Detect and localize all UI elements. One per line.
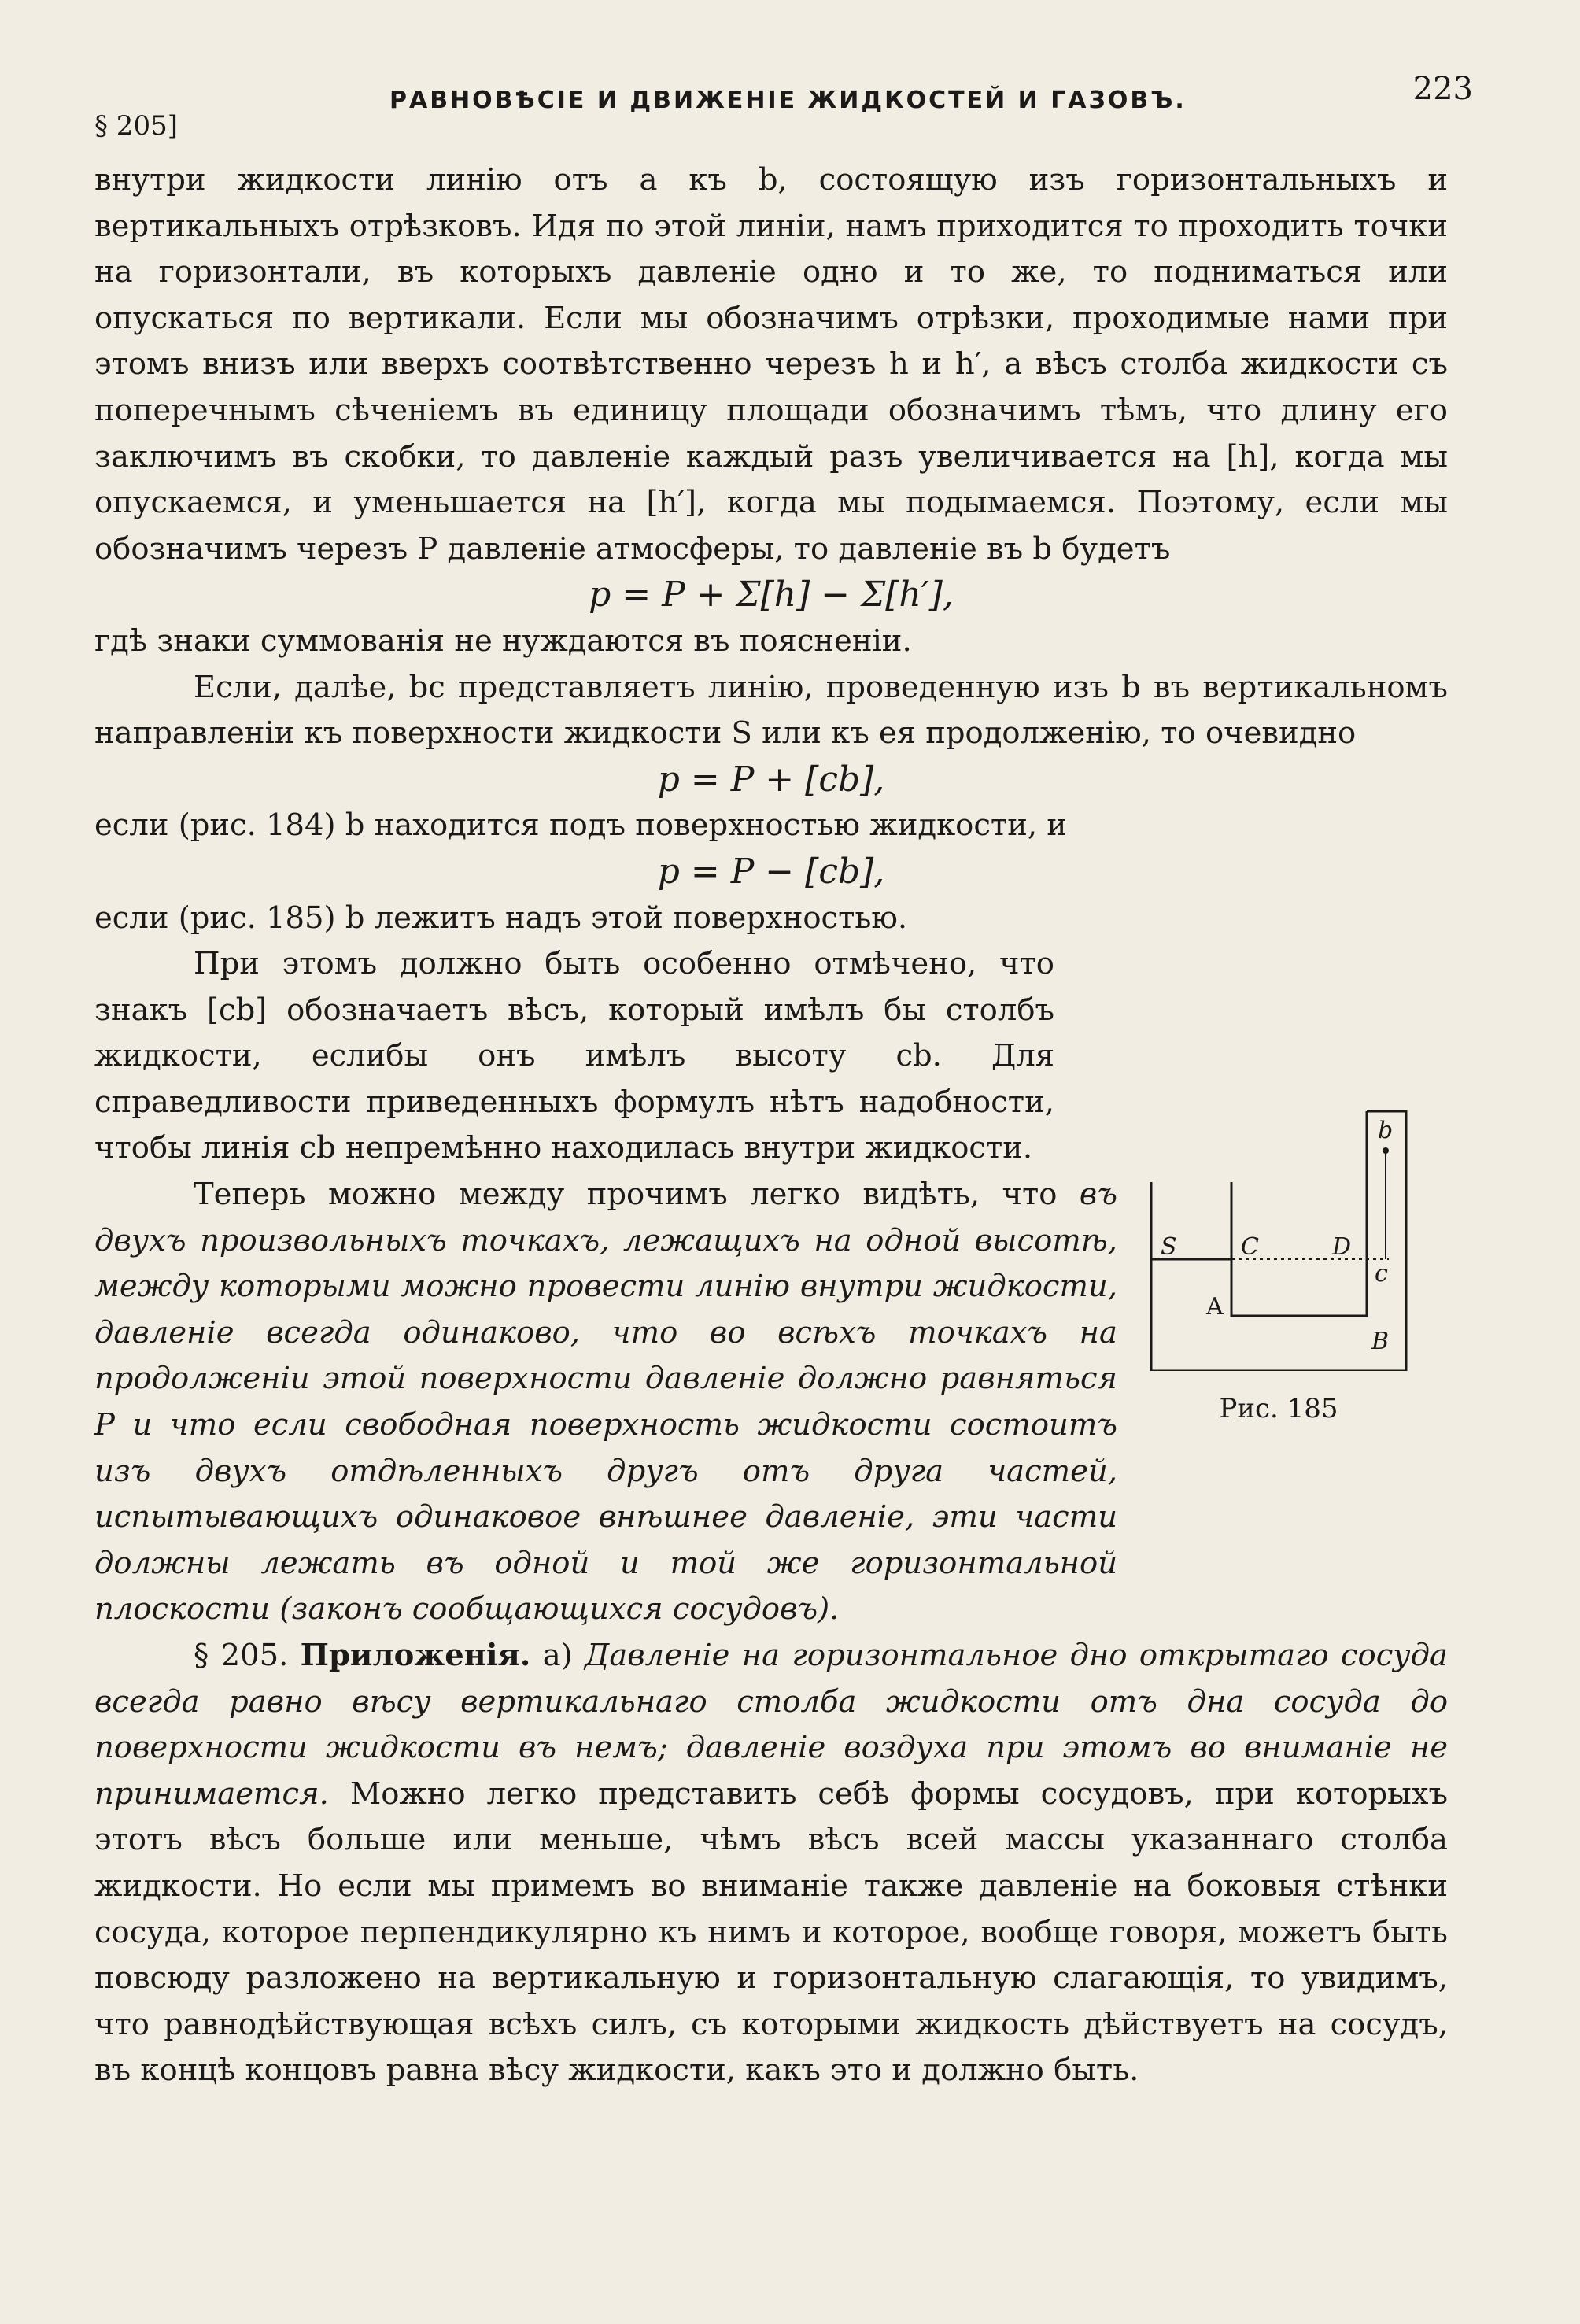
inner-vessel-outline (1231, 1111, 1367, 1316)
point-b-marker (1382, 1147, 1389, 1154)
paragraph-3: Если, далѣе, bc представляетъ линію, проведенную изъ b въ вертикальномъ направленіи къ поверхности жидкости S или къ ея продолженію, то очевидно (94, 669, 1448, 752)
paragraph-1: внутри жидкости линію отъ a къ b, состоящую изъ горизонтальныхъ и вертикальныхъ отрѣзковъ. Идя по этой линіи, намъ приходится то проходить точки на горизонтали, въ которыхъ давленіе одно и то же, то подниматься или опускаться по вертикали. Если мы обозначимъ отрѣзки, проходимые нами при этомъ внизъ или вверхъ соотвѣтственно черезъ h и h′, а вѣсъ столба жидкости съ поперечнымъ сѣченіемъ въ единицу площади обозначимъ тѣмъ, что длину его заключимъ въ скобки, то давленіе каждый разъ увеличивается на [h], когда мы опускаемся, и уменьшается на [h′], когда мы подымаемся. Поэтому, если мы обозначимъ черезъ P давленіе атмосферы, то давленіе въ b будетъ (94, 162, 1448, 567)
section-205-explanation: Можно легко представить себѣ формы сосудовъ, при которыхъ этотъ вѣсъ больше или меньше, чѣмъ вѣсъ всей массы указаннаго столба жидкости. Но если мы примемъ во вниманіе также давленіе на боковыя стѣнки сосуда, которое перпендикулярно къ нимъ и которое, вообще говоря, можетъ быть повсюду разложено на вертикальную и горизонтальную слагающія, то увидимъ, что равнодѣйствующая всѣхъ силъ, съ которыми жидкость дѣйствуетъ на сосудъ, въ концѣ концовъ равна вѣсу жидкости, какъ это и должно быть. (94, 1775, 1448, 2089)
label-C: C (1241, 1233, 1259, 1261)
paragraph-4: если (рис. 184) b находится подъ поверхностью жидкости, и (94, 807, 1067, 844)
formula-2: p = P + [cb], (657, 759, 885, 800)
running-header (94, 71, 1478, 142)
paragraph-6: При этомъ должно быть особенно отмѣчено, что знакъ [cb] обозначаетъ вѣсъ, который имѣлъ бы столбъ жидкости, еслибы онъ имѣлъ высоту cb. Для справедливости приведенныхъ формулъ нѣтъ надобности, чтобы линія cb непремѣнно находилась внутри жидкости. (94, 946, 1054, 1166)
paragraph-5: если (рис. 185) b лежитъ надъ этой поверхностью. (94, 900, 908, 936)
communicating-vessels-diagram (1145, 1103, 1412, 1371)
label-c: c (1375, 1260, 1388, 1288)
label-B: B (1371, 1328, 1390, 1355)
formula-3: p = P − [cb], (657, 851, 885, 892)
section-205-statement: Давленіе на горизонтальное дно открытаго сосуда всегда равно вѣсу вертикальнаго столба жидкости отъ дна сосуда до поверхности жидкости въ немъ; давленіе воздуха при этомъ во вниманіе не принимается. (94, 1638, 1448, 1812)
paragraph-2: гдѣ знаки суммованія не нуждаются въ поясненіи. (94, 623, 912, 659)
label-A: A (1206, 1293, 1224, 1321)
paragraph-7-lead: Теперь можно между прочимъ легко видѣть, что (194, 1177, 1058, 1213)
section-205-item-a: a) (542, 1638, 573, 1673)
page-number: 223 (1412, 71, 1473, 107)
figure-185 (1145, 1103, 1412, 1424)
label-b: b (1378, 1117, 1394, 1144)
label-D: D (1332, 1233, 1352, 1261)
paragraph-7-law: въ двухъ произвольныхъ точкахъ, лежащихъ на одной высотѣ, между которыми можно провести линію внутри жидкости, давленіе всегда одинаково, что во всѣхъ точкахъ на продолженіи этой поверхности давленіе должно равняться P и что если свободная поверхность жидкости состоитъ изъ двухъ отдѣленныхъ другъ отъ друга частей, испытывающихъ одинаковое внѣшнее давленіе, эти части должны лежать въ одной и той же горизонтальной плоскости (законъ сообщающихся сосудовъ). (94, 1177, 1117, 1628)
figure-caption: Рис. 185 (1219, 1393, 1338, 1424)
paragraph-7 (94, 1172, 1117, 1633)
section-205-number: § 205. (194, 1638, 289, 1673)
label-S: S (1161, 1233, 1177, 1261)
section-205-title: Приложенія. (300, 1638, 531, 1673)
formula-1: p = P + Σ[h] − Σ[h′], (589, 575, 954, 615)
running-title: РАВНОВѢСІЕ И ДВИЖЕНІЕ ЖИДКОСТЕЙ И ГАЗОВЪ. (389, 87, 1187, 114)
section-ref: § 205] (94, 110, 178, 142)
section-205 (94, 1633, 1448, 2094)
